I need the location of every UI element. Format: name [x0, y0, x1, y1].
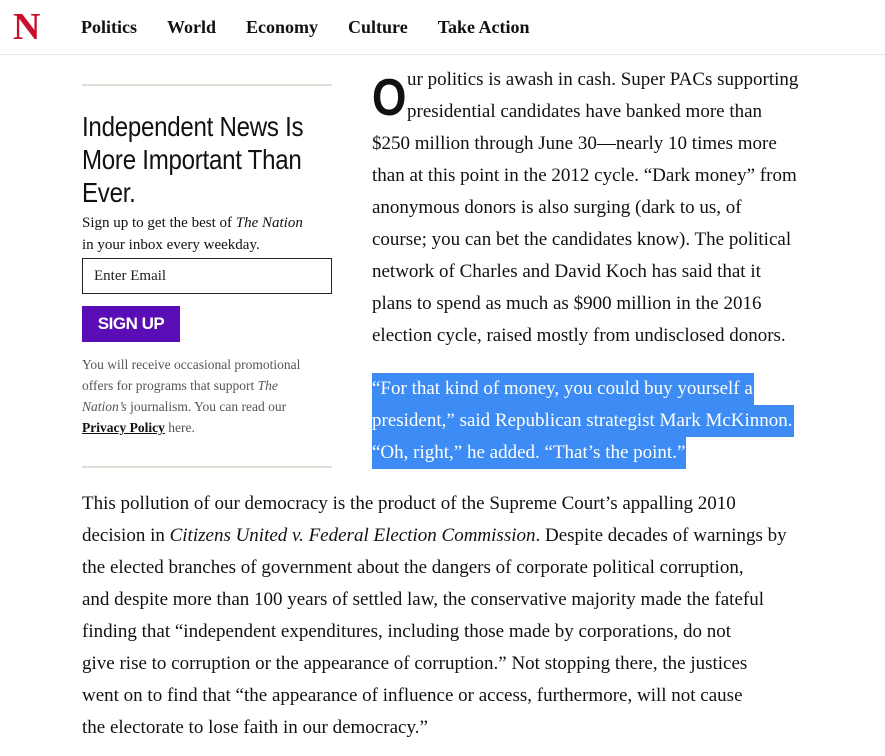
- newsletter-subtext-pre: Sign up to get the best of: [82, 215, 236, 231]
- paragraph-line: network of Charles and David Koch has said that it: [372, 261, 761, 282]
- privacy-policy-link[interactable]: Privacy Policy: [82, 420, 165, 435]
- nav-item-politics[interactable]: Politics: [81, 17, 137, 37]
- paragraph-line: give rise to corruption or the appearance of corruption.” Not stopping there, the justices: [82, 653, 748, 674]
- paragraph-line: [82, 524, 787, 548]
- paragraph-line: finding that “independent expenditures, including those made by corporations, do not: [82, 621, 732, 642]
- paragraph-line: the electorate to lose faith in our democracy.”: [82, 717, 428, 738]
- paragraph-line: $250 million through June 30—nearly 10 times more: [372, 133, 777, 154]
- newsletter-fine-print: [82, 354, 332, 438]
- fine-print-text: offers for programs that support: [82, 378, 258, 393]
- paragraph-line: plans to spend as much as $900 million in the 2016: [372, 293, 762, 314]
- fine-print-text: here.: [164, 420, 195, 435]
- paragraph-line: and despite more than 100 years of settled law, the conservative majority made the fateful: [82, 589, 764, 610]
- paragraph-line: ur politics is awash in cash. Super PACs supporting: [407, 69, 799, 90]
- paragraph-line: election cycle, raised mostly from undisclosed donors.: [372, 325, 786, 346]
- fine-print-text: journalism. You can read our: [126, 399, 287, 414]
- fine-print-brand: The: [257, 378, 278, 393]
- paragraph-text: . Despite decades of warnings by: [535, 525, 787, 546]
- selected-quote-line: “Oh, right,” he added. “That’s the point.”: [372, 437, 686, 469]
- paragraph-line: went on to find that “the appearance of influence or access, furthermore, will not cause: [82, 685, 743, 706]
- top-navigation: [0, 0, 885, 55]
- newsletter-heading-line: Ever.: [82, 177, 136, 208]
- nav-item-culture[interactable]: Culture: [348, 17, 408, 37]
- paragraph-line: anonymous donors is also surging (dark to us, of: [372, 197, 742, 218]
- main-nav: [81, 15, 560, 39]
- case-name: Citizens United v. Federal Election Commission: [169, 525, 536, 546]
- paragraph-line: This pollution of our democracy is the product of the Supreme Court’s appalling 2010: [82, 493, 736, 514]
- drop-cap: O: [372, 69, 407, 127]
- selected-quote[interactable]: [372, 373, 842, 469]
- nav-item-world[interactable]: World: [167, 17, 217, 37]
- fine-print-brand: Nation’s: [82, 399, 127, 414]
- nav-item-economy[interactable]: Economy: [246, 17, 319, 37]
- newsletter-brand: The Nation: [235, 215, 303, 231]
- selected-quote-line: “For that kind of money, you could buy yourself a: [372, 373, 754, 405]
- newsletter-heading: [82, 110, 331, 209]
- paragraph-line: the elected branches of government about the dangers of corporate political corruption,: [82, 557, 744, 578]
- newsletter-heading-line: Independent News Is: [82, 111, 304, 142]
- paragraph-line: than at this point in the 2012 cycle. “Dark money” from: [372, 165, 797, 186]
- nav-item-take-action[interactable]: Take Action: [437, 17, 530, 37]
- sign-up-button[interactable]: SIGN UP: [82, 306, 180, 342]
- newsletter-subtext-post: in your inbox every weekday.: [82, 237, 260, 253]
- newsletter-heading-line: More Important Than: [82, 144, 302, 175]
- newsletter-subtext: [82, 212, 332, 256]
- email-field[interactable]: [82, 258, 332, 294]
- paragraph-text: decision in: [82, 525, 170, 546]
- site-logo[interactable]: N: [13, 6, 41, 48]
- newsletter-signup: [82, 84, 332, 468]
- selected-quote-line: president,” said Republican strategist Mark McKinnon.: [372, 405, 794, 437]
- paragraph-line: presidential candidates have banked more than: [407, 101, 763, 122]
- paragraph-line: course; you can bet the candidates know). The political: [372, 229, 792, 250]
- fine-print-text: You will receive occasional promotional: [82, 357, 301, 372]
